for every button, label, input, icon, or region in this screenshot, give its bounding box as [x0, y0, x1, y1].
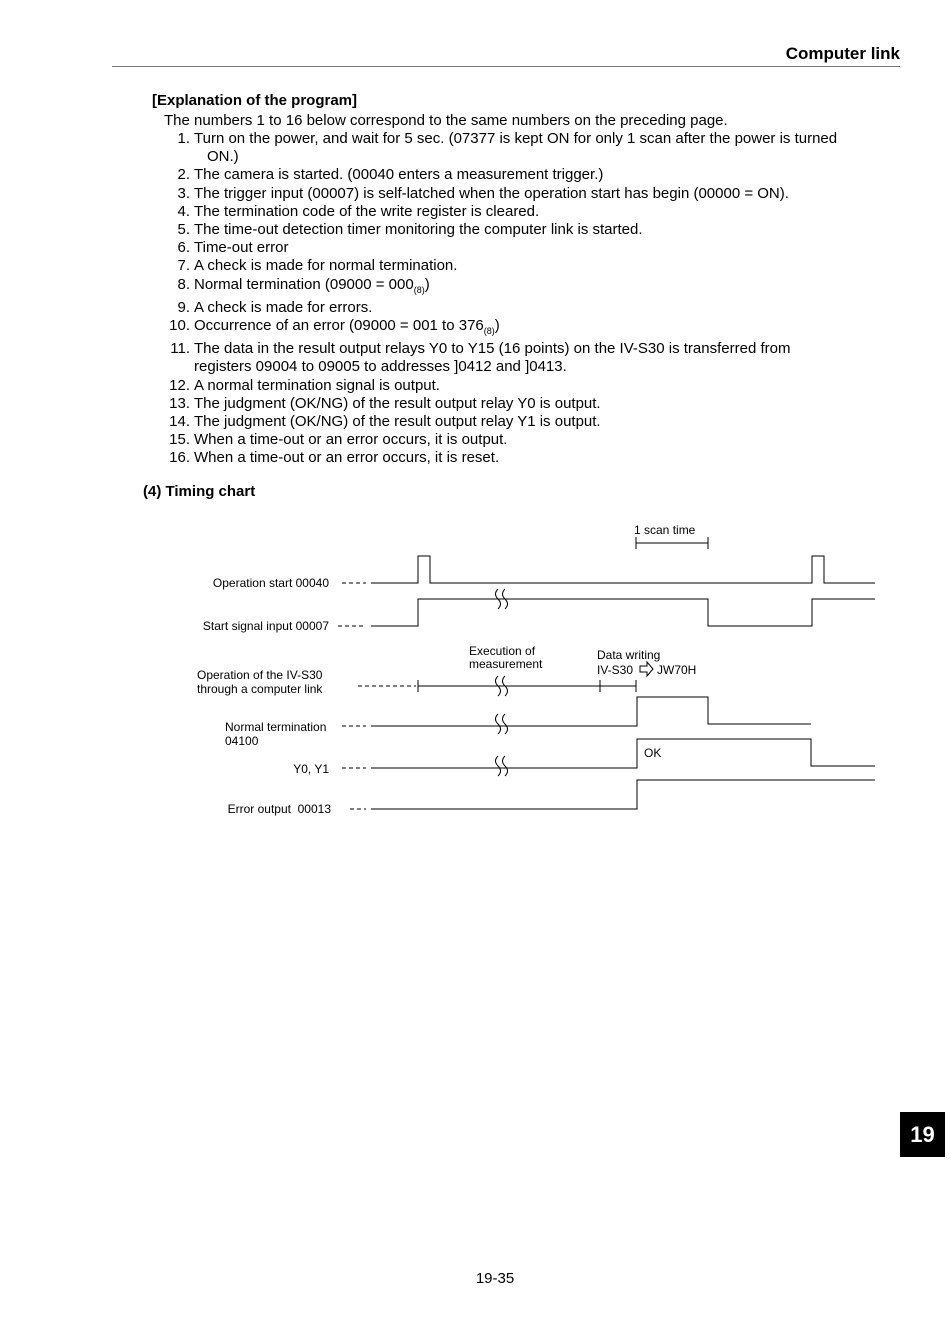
item-number: 7. — [177, 257, 190, 275]
ok-label: OK — [644, 746, 662, 760]
item-text-close: ) — [424, 275, 430, 293]
item-number: 10. — [169, 317, 190, 335]
item-number: 6. — [177, 239, 190, 257]
signal-label: Normal termination — [225, 720, 327, 734]
item-number: 3. — [177, 184, 190, 202]
octal-subscript: (8) — [483, 326, 495, 337]
item-number: 14. — [169, 413, 190, 431]
item-text: A check is made for normal termination. — [194, 257, 458, 275]
signal-label: Start signal input 00007 — [202, 619, 329, 633]
transfer-from-label: IV-S30 — [597, 663, 634, 677]
chapter-tab: 19 — [900, 1112, 945, 1157]
signal-label-line2: through a computer link — [197, 682, 323, 696]
data-writing-label: Data writing — [597, 648, 661, 662]
item-text: Turn on the power, and wait for 5 sec. (07377 is kept ON for only 1 scan after the power is turned — [194, 130, 838, 147]
octal-subscript: (8) — [413, 284, 425, 295]
timing-chart-heading: (4) Timing chart — [143, 483, 256, 500]
item-text: The trigger input (00007) is self-latched when the operation start has begin (00000 = ON). — [194, 184, 789, 202]
item-number: 5. — [177, 221, 190, 239]
item-text: The termination code of the write register is cleared. — [194, 202, 540, 220]
item-text: The judgment (OK/NG) of the result output relay Y1 is output. — [194, 413, 601, 431]
signal-label: Operation start 00040 — [212, 576, 329, 590]
item-number: 16. — [169, 449, 190, 467]
item-number: 1. — [177, 130, 190, 147]
waveform-start-signal — [371, 599, 875, 626]
item-text: Normal termination (09000 = 000 — [194, 275, 414, 293]
transfer-arrow-icon — [640, 662, 653, 676]
item-text: When a time-out or an error occurs, it is output. — [194, 431, 508, 449]
item-text-close: ) — [494, 317, 500, 335]
item-text: A normal termination signal is output. — [194, 376, 440, 394]
header-title: Computer link — [785, 44, 900, 63]
item-text: When a time-out or an error occurs, it is reset. — [194, 449, 500, 467]
scan-time-bracket — [636, 537, 708, 549]
item-number: 11. — [170, 340, 190, 358]
break-mark — [496, 714, 508, 734]
item-text-continued: ON.) — [207, 148, 239, 166]
signal-label: Error output 00013 — [227, 802, 331, 816]
item-text: The camera is started. (00040 enters a measurement trigger.) — [194, 166, 604, 184]
waveform-error-output — [371, 780, 875, 809]
break-mark — [496, 756, 508, 776]
item-text-continued: registers 09004 to 09005 to addresses ]0412 and ]0413. — [194, 358, 567, 376]
signal-label: Y0, Y1 — [293, 762, 329, 776]
waveform-normal-termination — [371, 697, 811, 726]
signal-label: Operation of the IV-S30 — [197, 668, 323, 682]
transfer-to-label: JW70H — [657, 663, 697, 677]
exec-label-line1: Execution of — [469, 644, 536, 658]
item-number: 2. — [177, 166, 190, 184]
item-text: The judgment (OK/NG) of the result output relay Y0 is output. — [194, 394, 601, 412]
item-number: 9. — [177, 298, 190, 316]
item-text: A check is made for errors. — [194, 298, 373, 316]
signal-label-line2: 04100 — [225, 734, 259, 748]
page-number: 19-35 — [475, 1270, 515, 1287]
explanation-heading: [Explanation of the program] — [152, 92, 358, 109]
item-text: The time-out detection timer monitoring the computer link is started. — [194, 221, 643, 239]
item-number: 12. — [169, 376, 190, 394]
scan-time-label: 1 scan time — [634, 523, 696, 537]
item-number: 8. — [177, 275, 190, 293]
item-text: The data in the result output relays Y0 to Y15 (16 points) on the IV-S30 is transferred from — [194, 340, 791, 358]
item-number: 15. — [169, 431, 190, 449]
item-text: Time-out error — [194, 239, 289, 257]
item-number: 4. — [177, 202, 190, 220]
item-text: Occurrence of an error (09000 = 001 to 376 — [194, 317, 484, 335]
waveform-operation-start — [371, 556, 875, 583]
explanation-intro: The numbers 1 to 16 below correspond to the same numbers on the preceding page. — [164, 112, 728, 129]
exec-label-line2: measurement — [469, 657, 543, 671]
waveform-y0-y1 — [371, 739, 875, 768]
item-number: 13. — [169, 394, 190, 412]
